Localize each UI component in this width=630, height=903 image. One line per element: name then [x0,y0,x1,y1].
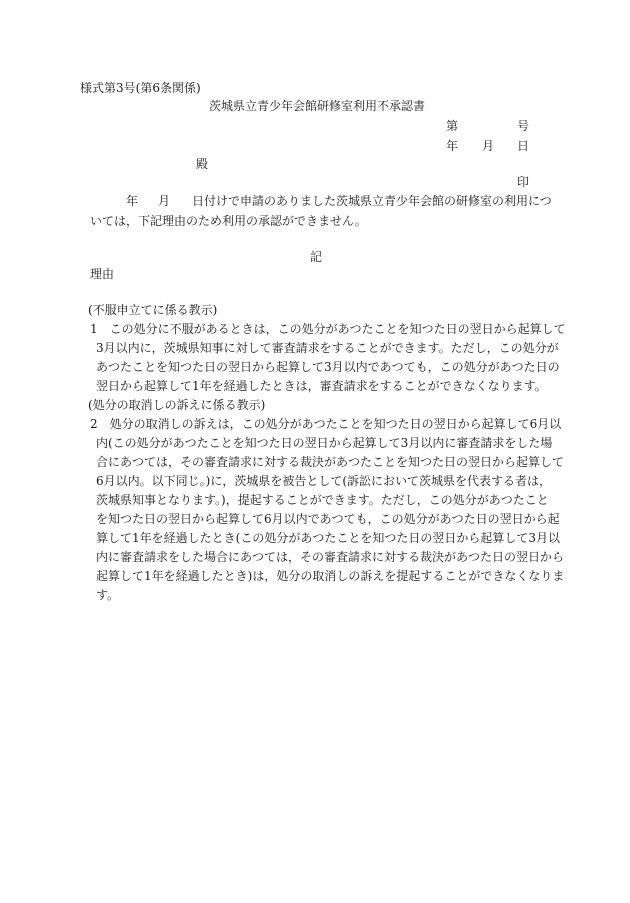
revocation-line: 6月以内。以下同じ。)に，茨城県を被告として(訴訟において茨城県を代表する者は， [96,474,552,488]
document-title: 茨城県立青少年会館研修室利用不承認書 [209,99,426,113]
addressee-suffix: 殿 [196,157,209,171]
objection-line: 翌日から起算して1年を経過したときは，審査請求をすることができなくなります。 [96,379,547,393]
doc-number-go: 号 [517,119,530,133]
objection-line: あつたことを知つた日の翌日から起算して3月以内であつても，この処分があつた日の [96,360,560,374]
body-line-2: いては，下記理由のため利用の承認ができません。 [90,214,367,228]
revocation-line: 茨城県知事となります。)，提起することができます。ただし，この処分があつたこと [96,493,549,507]
body-line-1-text: 日付けで申請のありました茨城県立青少年会館の研修室の利用につ [192,194,552,208]
revocation-line: 起算して1年を経過したとき)は，処分の取消しの訴えを提起することができなくなりま [96,569,565,583]
date-year-label: 年 [446,139,459,153]
revocation-line: 内に審査請求をした場合にあつては，その審査請求に対する裁決があつた日の翌日から [96,550,565,564]
date-month-label: 月 [482,139,495,153]
revocation-line: す。 [96,588,120,602]
body-paragraph [90,191,558,231]
revocation-line: 算して1年を経過したとき(この処分があつたことを知つた日の翌日から起算して3月以 [96,531,560,545]
objection-line: 3月以内に，茨城県知事に対して審査請求をすることができます。ただし，この処分が [96,341,559,355]
revocation-line: 内(この処分があつたことを知つた日の翌日から起算して3月以内に審査請求をした場 [96,436,553,450]
objection-line: 1 この処分に不服があるときは，この処分があつたことを知つた日の翌日から起算して [90,322,566,336]
reason-label: 理由 [90,267,115,281]
ki-heading: 記 [310,250,323,264]
form-number: 様式第3号(第6条関係) [80,81,201,95]
appeal-notices [88,301,566,605]
body-line-1 [90,191,558,211]
objection-heading: (不服申立てに係る教示) [88,303,218,317]
body-year: 年 [126,194,139,208]
date-day-label: 日 [517,139,530,153]
body-month: 月 [158,194,171,208]
revocation-line: 合にあつては，その審査請求に対する裁決があつたことを知つた日の翌日から起算して [96,455,565,469]
seal-mark: 印 [517,175,530,189]
revocation-line: 2 処分の取消しの訴えは，この処分があつたことを知つた日の翌日から起算して6月以 [90,417,562,431]
doc-number-dai: 第 [446,119,459,133]
revocation-line: を知つた日の翌日から起算して6月以内であつても，この処分があつた日の翌日から起 [96,512,560,526]
revocation-heading: (処分の取消しの訴えに係る教示) [88,398,266,412]
